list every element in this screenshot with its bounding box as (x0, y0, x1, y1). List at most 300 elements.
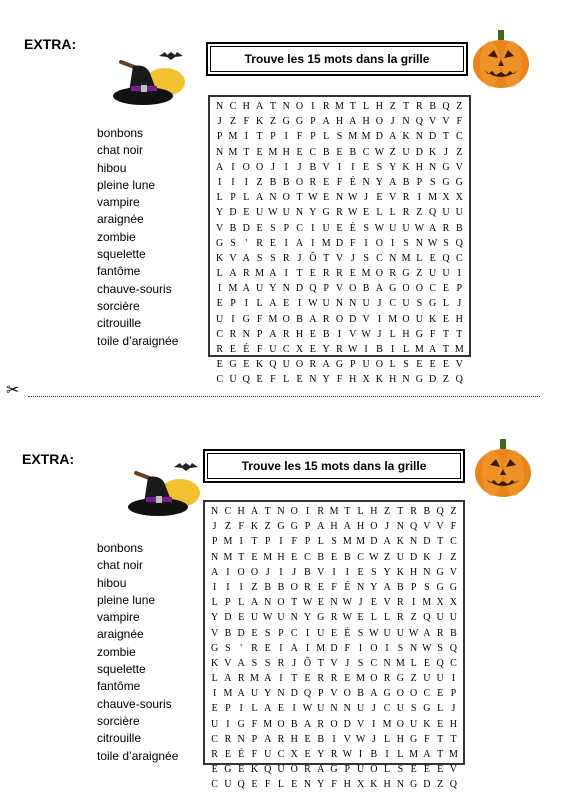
grid-cell: R (336, 207, 343, 219)
grid-cell: U (362, 359, 370, 371)
grid-cell: G (402, 268, 410, 280)
grid-cell: U (255, 207, 264, 219)
grid-cell: I (244, 131, 248, 143)
grid-cell: D (224, 612, 232, 624)
grid-cell: I (364, 237, 368, 249)
grid-cell: E (304, 673, 311, 685)
grid-cell: A (429, 344, 437, 355)
grid-cell: M (228, 283, 238, 295)
grid-cell: R (282, 252, 290, 264)
grid-cell: F (264, 779, 271, 791)
grid-cell: I (284, 268, 288, 280)
grid-cell: P (270, 131, 276, 143)
grid-cell: A (317, 521, 325, 533)
grid-cell: O (237, 566, 245, 578)
grid-cell: M (395, 657, 405, 669)
grid-cell: B (229, 222, 237, 234)
grid-cell: F (350, 237, 356, 249)
grid-cell: Y (303, 612, 312, 624)
grid-cell: N (410, 642, 418, 654)
grid-cell: M (382, 718, 392, 730)
grid-cell: A (295, 237, 304, 249)
grid-cell: A (242, 252, 250, 264)
grid-cell: P (230, 298, 236, 310)
grid-cell: V (335, 252, 344, 264)
grid-cell: M (361, 131, 371, 143)
grid-cell: E (309, 328, 316, 340)
grid-cell: N (290, 612, 298, 624)
grid-cell: C (429, 283, 436, 295)
grid-cell: T (256, 131, 263, 143)
grid-cell: J (371, 733, 376, 745)
grid-cell: P (310, 131, 316, 143)
grid-cell: B (450, 627, 457, 639)
grid-cell: D (410, 551, 418, 563)
grid-cell: A (250, 506, 259, 517)
grid-cell: D (290, 688, 298, 700)
grid-cell: I (358, 749, 363, 760)
grid-cell: K (255, 359, 264, 371)
grid-cell: Z (442, 374, 450, 386)
grid-cell: G (317, 612, 325, 624)
grid-cell: X (455, 192, 463, 204)
pumpkin-icon (472, 437, 534, 499)
grid-cell: L (243, 192, 250, 204)
grid-cell: O (370, 673, 378, 685)
grid-cell: U (402, 298, 410, 310)
grid-cell: N (295, 207, 304, 219)
grid-cell: E (251, 551, 258, 563)
grid-cell: S (230, 237, 236, 249)
grid-cell: E (363, 161, 370, 173)
grid-cell: M (414, 344, 424, 355)
grid-cell: C (423, 688, 431, 700)
grid-cell: C (383, 703, 391, 715)
grid-cell: Q (449, 779, 458, 791)
grid-cell: H (343, 779, 351, 791)
grid-cell: A (216, 161, 224, 173)
grid-cell: A (429, 222, 437, 234)
grid-row (213, 99, 466, 114)
grid-cell: V (383, 597, 391, 609)
grid-cell: W (355, 733, 366, 745)
grid-cell: U (255, 283, 264, 295)
cut-line (6, 383, 538, 399)
grid-cell: I (284, 237, 288, 249)
grid-cell: S (256, 252, 263, 264)
grid-cell: V (455, 359, 463, 371)
grid-cell: R (410, 506, 417, 517)
grid-cell: F (270, 374, 276, 386)
grid-cell: N (383, 657, 391, 669)
grid-cell: L (410, 657, 417, 669)
word-item: bonbons (97, 126, 144, 140)
grid-cell: A (423, 749, 431, 760)
grid-cell: R (336, 268, 343, 280)
grid-cell: B (269, 176, 277, 188)
grid-cell: T (437, 749, 444, 760)
title: Trouve les 15 mots dans la grille (207, 453, 461, 479)
grid-cell: E (264, 642, 271, 654)
grid-row (213, 175, 466, 190)
grid-cell: V (330, 688, 338, 700)
grid-cell: O (375, 268, 384, 280)
grid-row (208, 717, 460, 732)
grid-cell: Q (264, 764, 272, 776)
grid-cell: N (211, 551, 219, 563)
grid-cell: T (437, 536, 444, 548)
grid-cell: H (362, 116, 370, 128)
grid-cell: A (309, 313, 317, 325)
grid-cell: B (290, 718, 298, 730)
grid-cell: L (256, 298, 263, 310)
grid-cell: E (416, 359, 423, 371)
grid-cell: Q (423, 612, 431, 624)
grid-cell: E (269, 237, 276, 249)
grid-cell: Q (303, 688, 312, 700)
grid-cell: L (389, 359, 396, 371)
grid-cell: U (429, 268, 437, 280)
grid-cell: C (370, 657, 378, 669)
grid-cell: É (349, 176, 356, 188)
grid-cell: D (423, 536, 431, 548)
grid-cell: R (416, 101, 423, 112)
grid-cell: R (336, 344, 343, 355)
grid-cell: R (402, 192, 410, 204)
grid-cell: V (449, 566, 458, 578)
grid-cell: S (357, 657, 364, 669)
grid-cell: U (277, 612, 285, 624)
grid-cell: N (356, 581, 365, 593)
grid-cell: I (305, 642, 310, 654)
grid-cell: O (290, 581, 298, 593)
grid-cell: U (362, 298, 370, 310)
grid-cell: E (330, 551, 338, 563)
grid-cell: H (449, 718, 458, 730)
grid-cell: Q (442, 101, 450, 112)
grid-cell: N (330, 703, 338, 715)
grid-cell: Y (383, 566, 391, 578)
grid-cell: V (423, 521, 431, 533)
grid-cell: P (416, 176, 423, 188)
grid-cell: T (264, 506, 271, 517)
grid-cell: E (442, 313, 450, 325)
grid-cell: H (349, 374, 357, 386)
grid-cell: P (251, 733, 258, 745)
grid-cell: R (317, 506, 325, 517)
grid-cell: O (396, 688, 404, 700)
grid-cell: H (389, 374, 397, 386)
grid-cell: E (309, 268, 316, 280)
grid-cell: T (442, 131, 450, 143)
grid-cell: L (384, 733, 391, 745)
grid-cell: T (238, 551, 245, 563)
grid-cell: O (335, 313, 344, 325)
grid-cell: S (363, 252, 369, 264)
grid-cell: A (290, 642, 298, 654)
word-item: chat noir (97, 558, 144, 573)
grid-cell: D (237, 627, 245, 639)
grid-cell: I (244, 176, 248, 188)
grid-cell: P (344, 764, 351, 776)
grid-cell: C (282, 344, 290, 355)
grid-cell: R (389, 268, 397, 280)
grid-cell: N (410, 536, 418, 548)
grid-cell: N (264, 597, 272, 609)
grid-cell: E (317, 597, 324, 609)
grid-cell: P (230, 192, 236, 204)
grid-cell: E (256, 222, 263, 234)
grid-cell: E (357, 612, 364, 624)
grid-cell: J (358, 597, 363, 609)
word-item: sorcière (97, 298, 140, 313)
grid-cell: Q (436, 506, 444, 517)
grid-cell: L (317, 536, 324, 548)
grid-cell: J (451, 703, 456, 715)
grid-cell: D (242, 222, 250, 234)
grid-cell: Q (455, 237, 463, 249)
grid-cell: Z (229, 116, 237, 128)
grid-cell: U (396, 627, 404, 639)
grid-cell: S (410, 703, 417, 715)
grid-cell: I (345, 566, 349, 578)
grid-cell: M (356, 536, 365, 548)
grid-cell: Z (389, 101, 396, 112)
grid-cell: O (295, 359, 304, 371)
grid-cell: I (212, 688, 217, 700)
grid-cell: E (211, 703, 218, 715)
grid-cell: É (344, 581, 351, 593)
grid-cell: G (335, 359, 344, 371)
grid-cell: J (292, 566, 297, 578)
grid-cell: E (336, 222, 343, 234)
grid-cell: K (396, 566, 404, 578)
grid-cell: E (323, 192, 330, 204)
grid-cell: X (436, 597, 444, 609)
grid-cell: É (243, 344, 250, 355)
grid-cell: G (410, 733, 418, 745)
grid-cell: V (335, 283, 344, 295)
grid-cell: H (415, 161, 423, 173)
grid-cell: L (442, 298, 450, 310)
grid-cell: L (357, 506, 364, 517)
grid-cell: B (376, 344, 383, 355)
grid-cell: N (402, 374, 410, 386)
word-item: fantôme (97, 264, 141, 279)
word-item: chat noir (97, 143, 144, 158)
grid-cell: F (251, 749, 258, 760)
grid-cell: N (335, 298, 344, 310)
grid-row (213, 357, 466, 372)
grid-cell: H (383, 779, 391, 791)
grid-cell: U (402, 222, 410, 234)
grid-cell: C (224, 506, 232, 517)
grid-cell: H (242, 101, 250, 112)
grid-cell: Q (410, 521, 418, 533)
grid-cell: J (444, 146, 448, 158)
grid-cell: L (376, 207, 383, 219)
grid-cell: Y (322, 344, 330, 355)
grid-cell: F (429, 328, 436, 340)
grid-cell: Z (251, 581, 258, 593)
grid-cell: I (305, 506, 310, 517)
grid-row (208, 701, 460, 716)
grid-cell: P (317, 688, 324, 700)
grid-cell: W (342, 597, 353, 609)
grid-cell: V (449, 764, 458, 776)
word-item: zombie (97, 644, 136, 659)
grid-cell: D (349, 313, 357, 325)
grid-cell: Q (242, 374, 250, 386)
grid-cell: O (402, 313, 410, 325)
grid-cell: J (297, 161, 302, 173)
grid-cell: I (358, 642, 363, 654)
grid-cell: P (410, 581, 417, 593)
grid-cell: K (375, 374, 384, 386)
grid-cell: P (350, 359, 356, 371)
title-box (206, 42, 468, 76)
grid-cell: L (211, 673, 218, 685)
word-item: zombie (97, 229, 136, 244)
grid-cell: A (343, 521, 351, 533)
grid-cell: O (250, 566, 259, 578)
grid-cell: N (415, 237, 423, 249)
grid-cell: Q (455, 374, 463, 386)
grid-cell: T (296, 268, 303, 280)
grid-cell: F (331, 581, 337, 593)
grid-cell: O (343, 688, 351, 700)
grid-cell: I (284, 131, 288, 143)
grid-cell: S (424, 581, 430, 593)
grid-cell: W (427, 237, 438, 249)
grid-row (213, 312, 466, 327)
grid-cell: E (330, 627, 338, 639)
grid-cell: K (423, 551, 431, 563)
grid-cell: S (336, 131, 343, 143)
grid-cell: M (263, 718, 273, 730)
grid-cell: W (374, 222, 385, 234)
grid-cell: G (415, 328, 423, 340)
grid-cell: S (397, 764, 404, 776)
grid-cell: R (242, 268, 250, 280)
grid-cell: R (309, 176, 317, 188)
grid-cell: N (349, 298, 357, 310)
grid-cell: L (211, 597, 218, 609)
grid-cell: M (263, 551, 273, 563)
grid-cell: G (290, 521, 298, 533)
grid-cell: G (442, 176, 450, 188)
grid-cell: A (423, 627, 431, 639)
word-item: hibou (97, 575, 127, 590)
grid-cell: N (429, 161, 437, 173)
grid-cell: M (401, 252, 411, 264)
grid-cell: K (402, 131, 410, 143)
grid-row (208, 671, 460, 686)
worksheet-top (0, 0, 577, 386)
grid-row (208, 580, 460, 595)
grid-cell: A (389, 131, 397, 143)
grid-row (208, 519, 460, 534)
grid-cell: I (292, 703, 296, 715)
grid-cell: S (376, 161, 383, 173)
grid-cell: M (249, 673, 259, 685)
word-item: citrouille (97, 731, 142, 746)
grid-cell: F (296, 131, 303, 143)
grid-cell: O (277, 597, 285, 609)
grid-cell: B (343, 551, 351, 563)
grid-cell: U (322, 222, 330, 234)
grid-cell: L (397, 749, 404, 760)
word-item: sorcière (97, 713, 140, 728)
grid-cell: V (343, 733, 351, 745)
grid-cell: S (371, 566, 377, 578)
grid-cell: I (226, 718, 230, 730)
grid-cell: T (344, 506, 351, 517)
grid-cell: R (330, 673, 338, 685)
grid-cell: K (429, 313, 437, 325)
word-item: hibou (97, 160, 127, 175)
grid-cell: V (224, 657, 232, 669)
grid-cell: I (457, 268, 461, 280)
grid-cell: I (284, 161, 288, 173)
grid-cell: P (216, 131, 223, 143)
grid-cell: P (225, 597, 231, 609)
extra-label: EXTRA: (24, 36, 77, 52)
grid-cell: R (330, 749, 338, 760)
grid-cell: I (244, 298, 248, 310)
grid-cell: O (375, 116, 384, 128)
grid-cell: U (224, 779, 232, 791)
grid-cell: P (256, 328, 263, 340)
grid-cell: I (385, 749, 389, 760)
grid-cell: R (442, 222, 450, 234)
grid-cell: I (239, 703, 243, 715)
grid-cell: H (277, 551, 285, 563)
grid-row (208, 610, 460, 625)
grid-cell: L (389, 328, 396, 340)
grid-cell: N (277, 688, 285, 700)
grid-cell: J (377, 328, 382, 340)
grid-cell: E (357, 566, 364, 578)
grid-cell: N (242, 328, 250, 340)
grid-cell: U (282, 207, 290, 219)
grid-cell: Q (429, 207, 437, 219)
grid-cell: N (423, 566, 431, 578)
grid-cell: R (322, 101, 330, 112)
grid-cell: Z (416, 268, 423, 280)
grid-row (208, 626, 460, 641)
grid-cell: C (376, 252, 383, 264)
grid-cell: G (423, 703, 431, 715)
grid-cell: X (295, 344, 304, 355)
grid-cell: L (416, 252, 423, 264)
grid-cell: G (429, 298, 437, 310)
grid-cell: L (283, 374, 290, 386)
grid-cell: E (211, 764, 218, 776)
grid-cell: J (457, 298, 462, 310)
grid-cell: X (356, 779, 365, 791)
grid-cell: C (450, 657, 457, 669)
grid-cell: H (402, 328, 410, 340)
grid-cell: I (279, 566, 283, 578)
grid-cell: S (264, 627, 271, 639)
grid-cell: A (264, 673, 272, 685)
grid-cell: F (336, 374, 343, 386)
word-item: toile d’araignée (97, 748, 179, 763)
grid-cell: A (264, 733, 272, 745)
grid-cell: W (348, 207, 358, 219)
grid-cell: O (330, 718, 338, 730)
